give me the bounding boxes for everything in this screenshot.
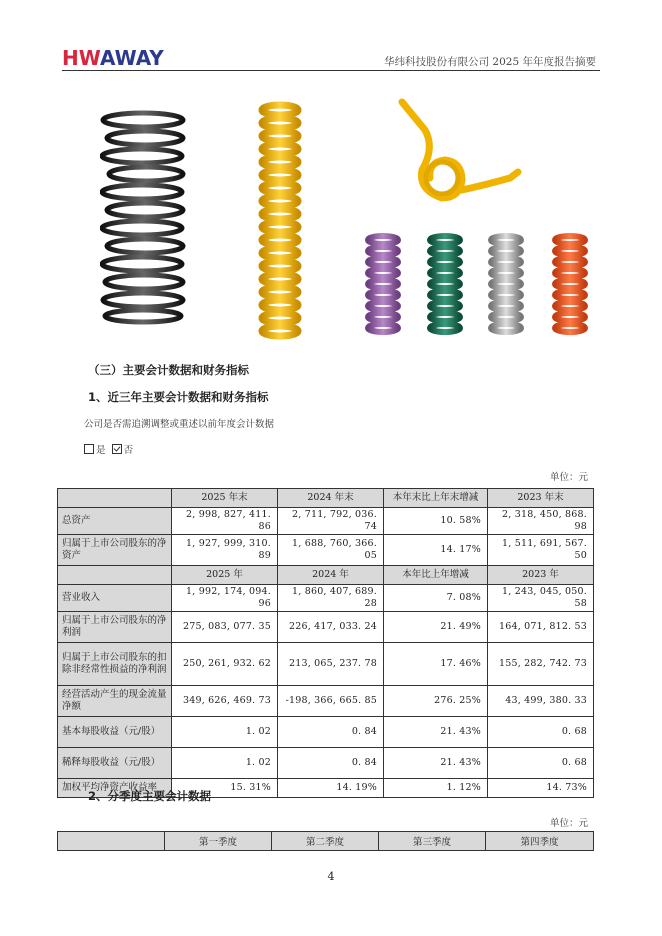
row-label: 归属于上市公司股东的净利润: [58, 612, 172, 643]
black-coil-spring: [102, 113, 183, 322]
subsection-heading-quarterly: 2、分季度主要会计数据: [88, 789, 212, 803]
section-heading-financial-data: （三）主要会计数据和财务指标: [88, 363, 249, 377]
table-header-row: [58, 566, 594, 585]
value-cell: 250, 261, 932. 62: [172, 643, 278, 686]
header-cell: 第一季度: [165, 832, 272, 851]
table-row: [58, 686, 594, 717]
header-cell: 2024 年: [278, 566, 384, 585]
restatement-options: [84, 442, 133, 456]
value-cell: 1. 12%: [384, 779, 488, 798]
row-label: 稀释每股收益（元/股）: [58, 748, 172, 779]
value-cell: 21. 43%: [384, 717, 488, 748]
value-cell: 7. 08%: [384, 585, 488, 612]
header-cell: [58, 566, 172, 585]
value-cell: 226, 417, 033. 24: [278, 612, 384, 643]
restatement-question: 公司是否需追溯调整或重述以前年度会计数据: [84, 419, 275, 430]
value-cell: 1, 860, 407, 689. 28: [278, 585, 384, 612]
value-cell: 276. 25%: [384, 686, 488, 717]
row-label: 经营活动产生的现金流量净额: [58, 686, 172, 717]
value-cell: 164, 071, 812. 53: [488, 612, 594, 643]
header-cell: 2025 年末: [172, 489, 278, 508]
header-cell: 2023 年末: [488, 489, 594, 508]
value-cell: 1. 02: [172, 748, 278, 779]
table-header-row: [58, 832, 594, 851]
value-cell: 1, 992, 174, 094. 96: [172, 585, 278, 612]
value-cell: 155, 282, 742. 73: [488, 643, 594, 686]
page-number: 4: [327, 870, 335, 883]
table-row: [58, 748, 594, 779]
table-header-row: [58, 489, 594, 508]
row-label: 营业收入: [58, 585, 172, 612]
value-cell: 0. 84: [278, 748, 384, 779]
value-cell: 1, 927, 999, 310. 89: [172, 535, 278, 566]
row-label: 归属于上市公司股东的扣除非经常性损益的净利润: [58, 643, 172, 686]
orange-die-spring: [555, 236, 585, 332]
header-cell: 第二季度: [272, 832, 379, 851]
value-cell: 14. 19%: [278, 779, 384, 798]
table-row: [58, 585, 594, 612]
header-cell: 本年比上年增减: [384, 566, 488, 585]
company-logo: [62, 47, 177, 69]
value-cell: 1. 02: [172, 717, 278, 748]
yellow-coil-spring: [262, 105, 298, 336]
value-cell: -198, 366, 665. 85: [278, 686, 384, 717]
quarterly-data-table: [57, 831, 594, 851]
row-label: 总资产: [58, 508, 172, 535]
value-cell: 1, 511, 691, 567. 50: [488, 535, 594, 566]
header-cell: 2025 年: [172, 566, 278, 585]
checkbox-yes: [84, 444, 94, 454]
row-label: 归属于上市公司股东的净资产: [58, 535, 172, 566]
table-row: [58, 643, 594, 686]
value-cell: 10. 58%: [384, 508, 488, 535]
unit-label-quarterly: 单位：元: [549, 818, 588, 829]
value-cell: 275, 083, 077. 35: [172, 612, 278, 643]
product-springs-image: [100, 90, 600, 345]
value-cell: 14. 17%: [384, 535, 488, 566]
table-row: [58, 535, 594, 566]
value-cell: 349, 626, 469. 73: [172, 686, 278, 717]
purple-die-spring: [368, 236, 398, 332]
option-no-label: 否: [123, 445, 134, 456]
value-cell: 213, 065, 237. 78: [278, 643, 384, 686]
header-cell: 2024 年末: [278, 489, 384, 508]
header-cell: [58, 489, 172, 508]
value-cell: 21. 43%: [384, 748, 488, 779]
value-cell: 1, 688, 760, 366. 05: [278, 535, 384, 566]
yellow-torsion-spring: [402, 102, 518, 198]
value-cell: 43, 499, 380. 33: [488, 686, 594, 717]
value-cell: 2, 998, 827, 411. 86: [172, 508, 278, 535]
table-row: [58, 508, 594, 535]
header-cell: [58, 832, 165, 851]
value-cell: 2, 711, 792, 036. 74: [278, 508, 384, 535]
checkbox-no-checked: [112, 444, 122, 454]
header-cell: 2023 年: [488, 566, 594, 585]
row-label: 基本每股收益（元/股）: [58, 717, 172, 748]
value-cell: 1, 243, 045, 050. 58: [488, 585, 594, 612]
value-cell: 2, 318, 450, 868. 98: [488, 508, 594, 535]
value-cell: 17. 46%: [384, 643, 488, 686]
unit-label: 单位：元: [549, 472, 588, 483]
green-die-spring: [430, 236, 460, 332]
subsection-heading-three-year: 1、近三年主要会计数据和财务指标: [88, 390, 269, 404]
value-cell: 15. 31%: [172, 779, 278, 798]
value-cell: 0. 84: [278, 717, 384, 748]
table-row: [58, 612, 594, 643]
option-yes-label: 是: [96, 445, 106, 456]
financial-indicators-table: [57, 488, 594, 798]
value-cell: 0. 68: [488, 748, 594, 779]
header-cell: 第三季度: [379, 832, 486, 851]
value-cell: 21. 49%: [384, 612, 488, 643]
gray-die-spring: [491, 236, 521, 332]
row-label: 加权平均净资产收益率: [58, 779, 172, 798]
svg-text:HW: HW: [62, 47, 101, 69]
svg-text:AWAY: AWAY: [100, 47, 164, 69]
header-cell: 第四季度: [486, 832, 594, 851]
header-divider: [62, 70, 600, 71]
table-row: [58, 717, 594, 748]
value-cell: 14. 73%: [488, 779, 594, 798]
value-cell: 0. 68: [488, 717, 594, 748]
header-title: 华纬科技股份有限公司 2025 年年度报告摘要: [384, 56, 596, 68]
header-cell: 本年末比上年末增减: [384, 489, 488, 508]
